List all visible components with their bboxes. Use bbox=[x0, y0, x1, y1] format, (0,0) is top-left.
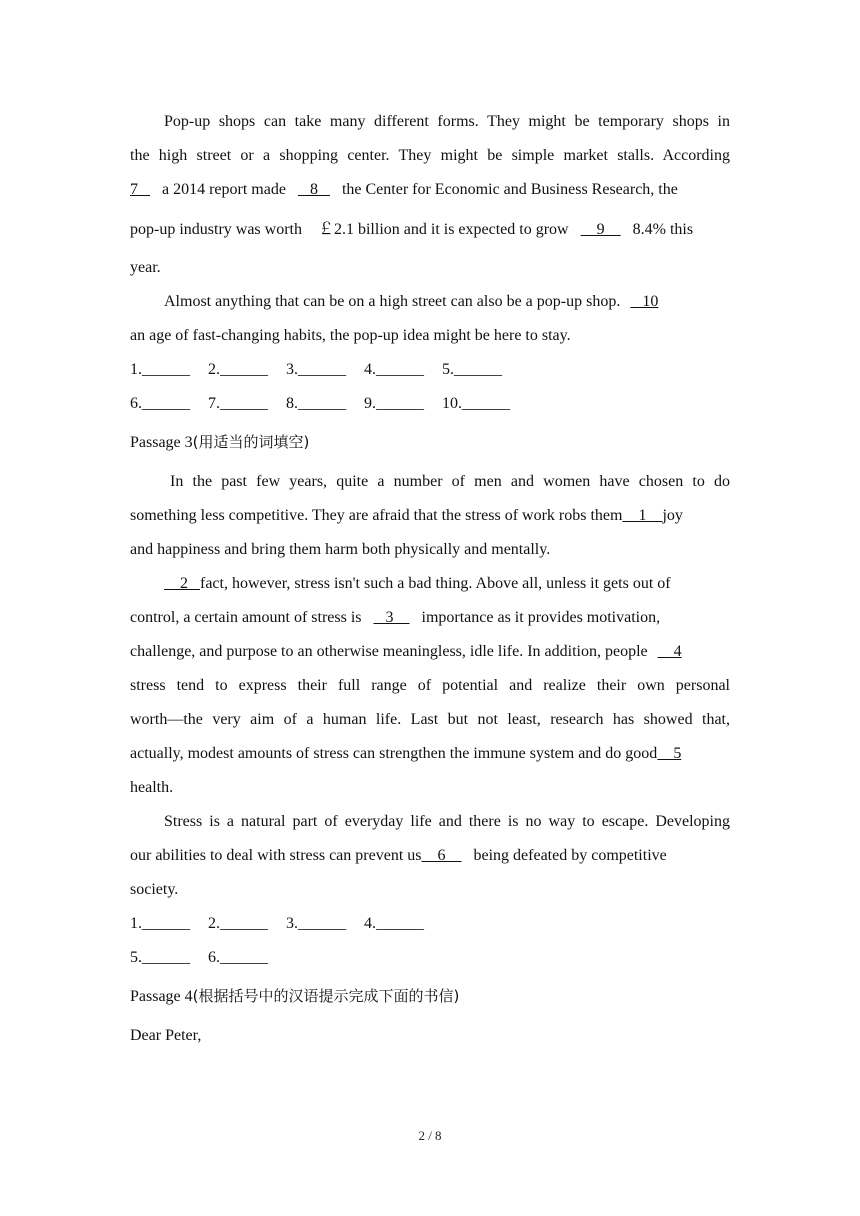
p3-answer-row-2 bbox=[130, 948, 730, 968]
p3-para2-line-4: stress tend to express their full range of potential and realize their own personal bbox=[130, 677, 730, 694]
text: fact, however, stress isn't such a bad thing. Above all, unless it gets out of bbox=[200, 575, 671, 592]
p3-para2-line-1 bbox=[164, 574, 764, 594]
heading-cn: (根据括号中的汉语提示完成下面的书信) bbox=[192, 987, 460, 1005]
answer-slot[interactable]: 6.______ bbox=[208, 949, 268, 966]
p2-para2-line-2: an age of fast-changing habits, the pop-up idea might be here to stay. bbox=[130, 327, 571, 344]
heading-en: Passage 3 bbox=[130, 434, 193, 451]
p3-line-3: and happiness and bring them harm both physically and mentally. bbox=[130, 541, 551, 558]
text: 8.4% this bbox=[632, 221, 694, 238]
heading-en: Passage 4 bbox=[130, 988, 193, 1005]
p3-para2-line-7: health. bbox=[130, 779, 174, 796]
blank-1: 1 bbox=[622, 507, 663, 524]
text: something less competitive. They are afraid that the stress of work robs them bbox=[130, 507, 623, 524]
text: a 2014 report made bbox=[162, 181, 286, 198]
answer-slot[interactable]: 5.______ bbox=[130, 949, 190, 966]
answer-slot[interactable]: 4.______ bbox=[364, 361, 424, 378]
text: joy bbox=[662, 507, 683, 524]
p3-para3-line-3: society. bbox=[130, 881, 179, 898]
blank-5: 5 bbox=[657, 745, 682, 762]
answer-row-1 bbox=[130, 360, 730, 380]
blank-2: 2 bbox=[164, 575, 200, 592]
heading-cn: (用适当的词填空) bbox=[192, 433, 310, 451]
answer-slot[interactable]: 7.______ bbox=[208, 395, 268, 412]
answer-slot[interactable]: 5.______ bbox=[442, 361, 502, 378]
blank-8: 8 bbox=[297, 181, 330, 198]
text: being defeated by competitive bbox=[473, 847, 667, 864]
p2-line-1: Pop-up shops can take many different forms. They might be temporary shops in bbox=[164, 113, 730, 130]
blank-4: 4 bbox=[657, 643, 682, 660]
answer-slot[interactable]: 9.______ bbox=[364, 395, 424, 412]
answer-slot[interactable]: 1.______ bbox=[130, 361, 190, 378]
text: actually, modest amounts of stress can strengthen the immune system and do good bbox=[130, 745, 658, 762]
answer-row-2 bbox=[130, 394, 730, 414]
text: control, a certain amount of stress is bbox=[130, 609, 362, 626]
text: Almost anything that can be on a high street can also be a pop-up shop. bbox=[164, 293, 621, 310]
text: our abilities to deal with stress can prevent us bbox=[130, 847, 422, 864]
text: challenge, and purpose to an otherwise meaningless, idle life. In addition, people bbox=[130, 643, 648, 660]
text: the Center for Economic and Business Research, the bbox=[341, 181, 678, 198]
p3-para3-line-1: Stress is a natural part of everyday life and there is no way to escape. Developing bbox=[164, 813, 730, 830]
passage3-heading bbox=[130, 432, 730, 453]
blank-10: 10 bbox=[630, 293, 659, 310]
answer-slot[interactable]: 6.______ bbox=[130, 395, 190, 412]
blank-7: 7 bbox=[130, 181, 150, 198]
p3-para2-line-3 bbox=[130, 642, 730, 662]
p2-line-4 bbox=[130, 220, 730, 240]
p2-line-3 bbox=[130, 180, 730, 200]
blank-3: 3 bbox=[373, 609, 410, 626]
p3-line-2 bbox=[130, 506, 730, 526]
p3-line-1: In the past few years, quite a number of men and women have chosen to do bbox=[170, 473, 730, 490]
page-number: 2 / 8 bbox=[418, 1128, 442, 1143]
answer-slot[interactable]: 2.______ bbox=[208, 915, 268, 932]
blank-9: 9 bbox=[580, 221, 621, 238]
text: importance as it provides motivation, bbox=[421, 609, 661, 626]
answer-slot[interactable]: 8.______ bbox=[286, 395, 346, 412]
p3-answer-row-1 bbox=[130, 914, 730, 934]
text: pop-up industry was worth bbox=[130, 221, 302, 238]
passage4-heading bbox=[130, 986, 730, 1007]
p3-para2-line-2 bbox=[130, 608, 730, 628]
p2-para2-line-1 bbox=[164, 292, 730, 312]
letter-greeting: Dear Peter, bbox=[130, 1027, 202, 1044]
answer-slot[interactable]: 3.______ bbox=[286, 361, 346, 378]
p2-line-2: the high street or a shopping center. They might be simple market stalls. According bbox=[130, 147, 730, 164]
answer-slot[interactable]: 3.______ bbox=[286, 915, 346, 932]
answer-slot[interactable]: 10.______ bbox=[442, 395, 510, 412]
answer-slot[interactable]: 4.______ bbox=[364, 915, 424, 932]
p3-para2-line-5: worth—the very aim of a human life. Last but not least, research has showed that, bbox=[130, 711, 730, 728]
blank-6: 6 bbox=[421, 847, 462, 864]
p3-para2-line-6 bbox=[130, 744, 730, 764]
p2-line-5: year. bbox=[130, 259, 161, 276]
answer-slot[interactable]: 1.______ bbox=[130, 915, 190, 932]
text: ￡2.1 billion and it is expected to grow bbox=[317, 221, 569, 238]
p3-para3-line-2 bbox=[130, 846, 730, 866]
answer-slot[interactable]: 2.______ bbox=[208, 361, 268, 378]
